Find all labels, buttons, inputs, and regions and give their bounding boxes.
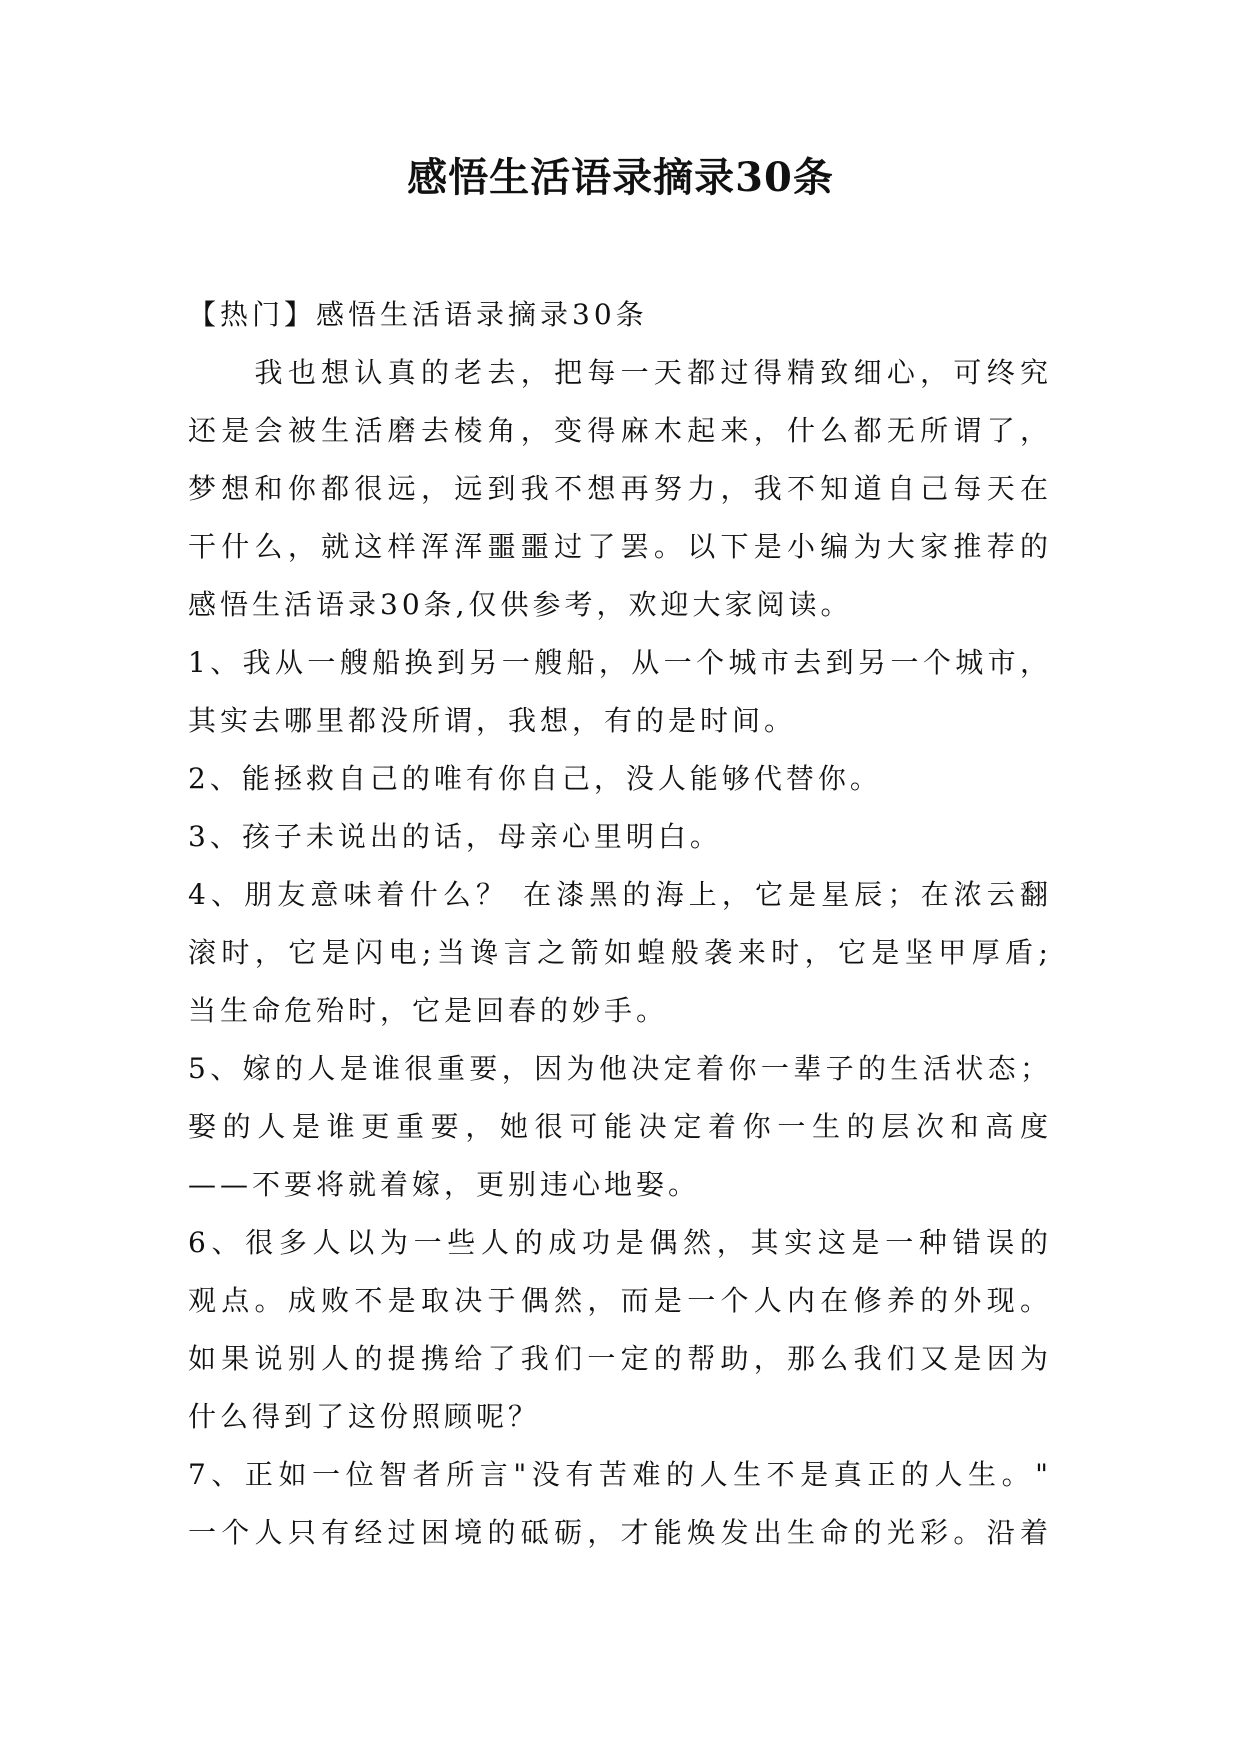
quote-line: 滚时，它是闪电;当谗言之箭如蝗般袭来时，它是坚甲厚盾; — [188, 936, 1050, 969]
quote-line: 4、朋友意味着什么？ 在漆黑的海上，它是星辰；在浓云翻 — [188, 878, 1050, 911]
quote-line: 什么得到了这份照顾呢？ — [188, 1400, 541, 1433]
quote-line: 1、我从一艘船换到另一艘船，从一个城市去到另一个城市， — [188, 646, 1050, 679]
document-body — [188, 286, 1050, 1562]
quote-line: 3、孩子未说出的话，母亲心里明白。 — [188, 820, 722, 853]
quote-line: 其实去哪里都没所谓，我想，有的是时间。 — [188, 704, 797, 737]
quote-line: 2、能拯救自己的唯有你自己，没人能够代替你。 — [188, 762, 882, 795]
paragraph-line: 干什么，就这样浑浑噩噩过了罢。以下是小编为大家推荐的 — [188, 530, 1050, 563]
quote-line: 一个人只有经过困境的砥砺，才能焕发出生命的光彩。沿着 — [188, 1516, 1050, 1549]
paragraph-line: 感悟生活语录30条,仅供参考，欢迎大家阅读。 — [188, 588, 853, 621]
paragraph-line: 还是会被生活磨去棱角，变得麻木起来，什么都无所谓了， — [188, 414, 1050, 447]
quote-line: 5、嫁的人是谁很重要，因为他决定着你一辈子的生活状态； — [188, 1052, 1050, 1085]
quote-line: 如果说别人的提携给了我们一定的帮助，那么我们又是因为 — [188, 1342, 1050, 1375]
quote-line: 当生命危殆时，它是回春的妙手。 — [188, 994, 669, 1027]
paragraph-line: 我也想认真的老去，把每一天都过得精致细心，可终究 — [188, 356, 1050, 389]
quote-line: 观点。成败不是取决于偶然，而是一个人内在修养的外现。 — [188, 1284, 1050, 1317]
quote-line: 7、正如一位智者所言"没有苦难的人生不是真正的人生。" — [188, 1458, 1050, 1491]
paragraph-line: 梦想和你都很远，远到我不想再努力，我不知道自己每天在 — [188, 472, 1050, 505]
document-title: 感悟生活语录摘录30条 — [407, 154, 834, 201]
intro-heading-line: 【热门】感悟生活语录摘录30条 — [188, 298, 648, 331]
quote-line: ——不要将就着嫁，更别违心地娶。 — [188, 1168, 701, 1201]
quote-line: 6、很多人以为一些人的成功是偶然，其实这是一种错误的 — [188, 1226, 1050, 1259]
quote-line: 娶的人是谁更重要，她很可能决定着你一生的层次和高度 — [188, 1110, 1050, 1143]
